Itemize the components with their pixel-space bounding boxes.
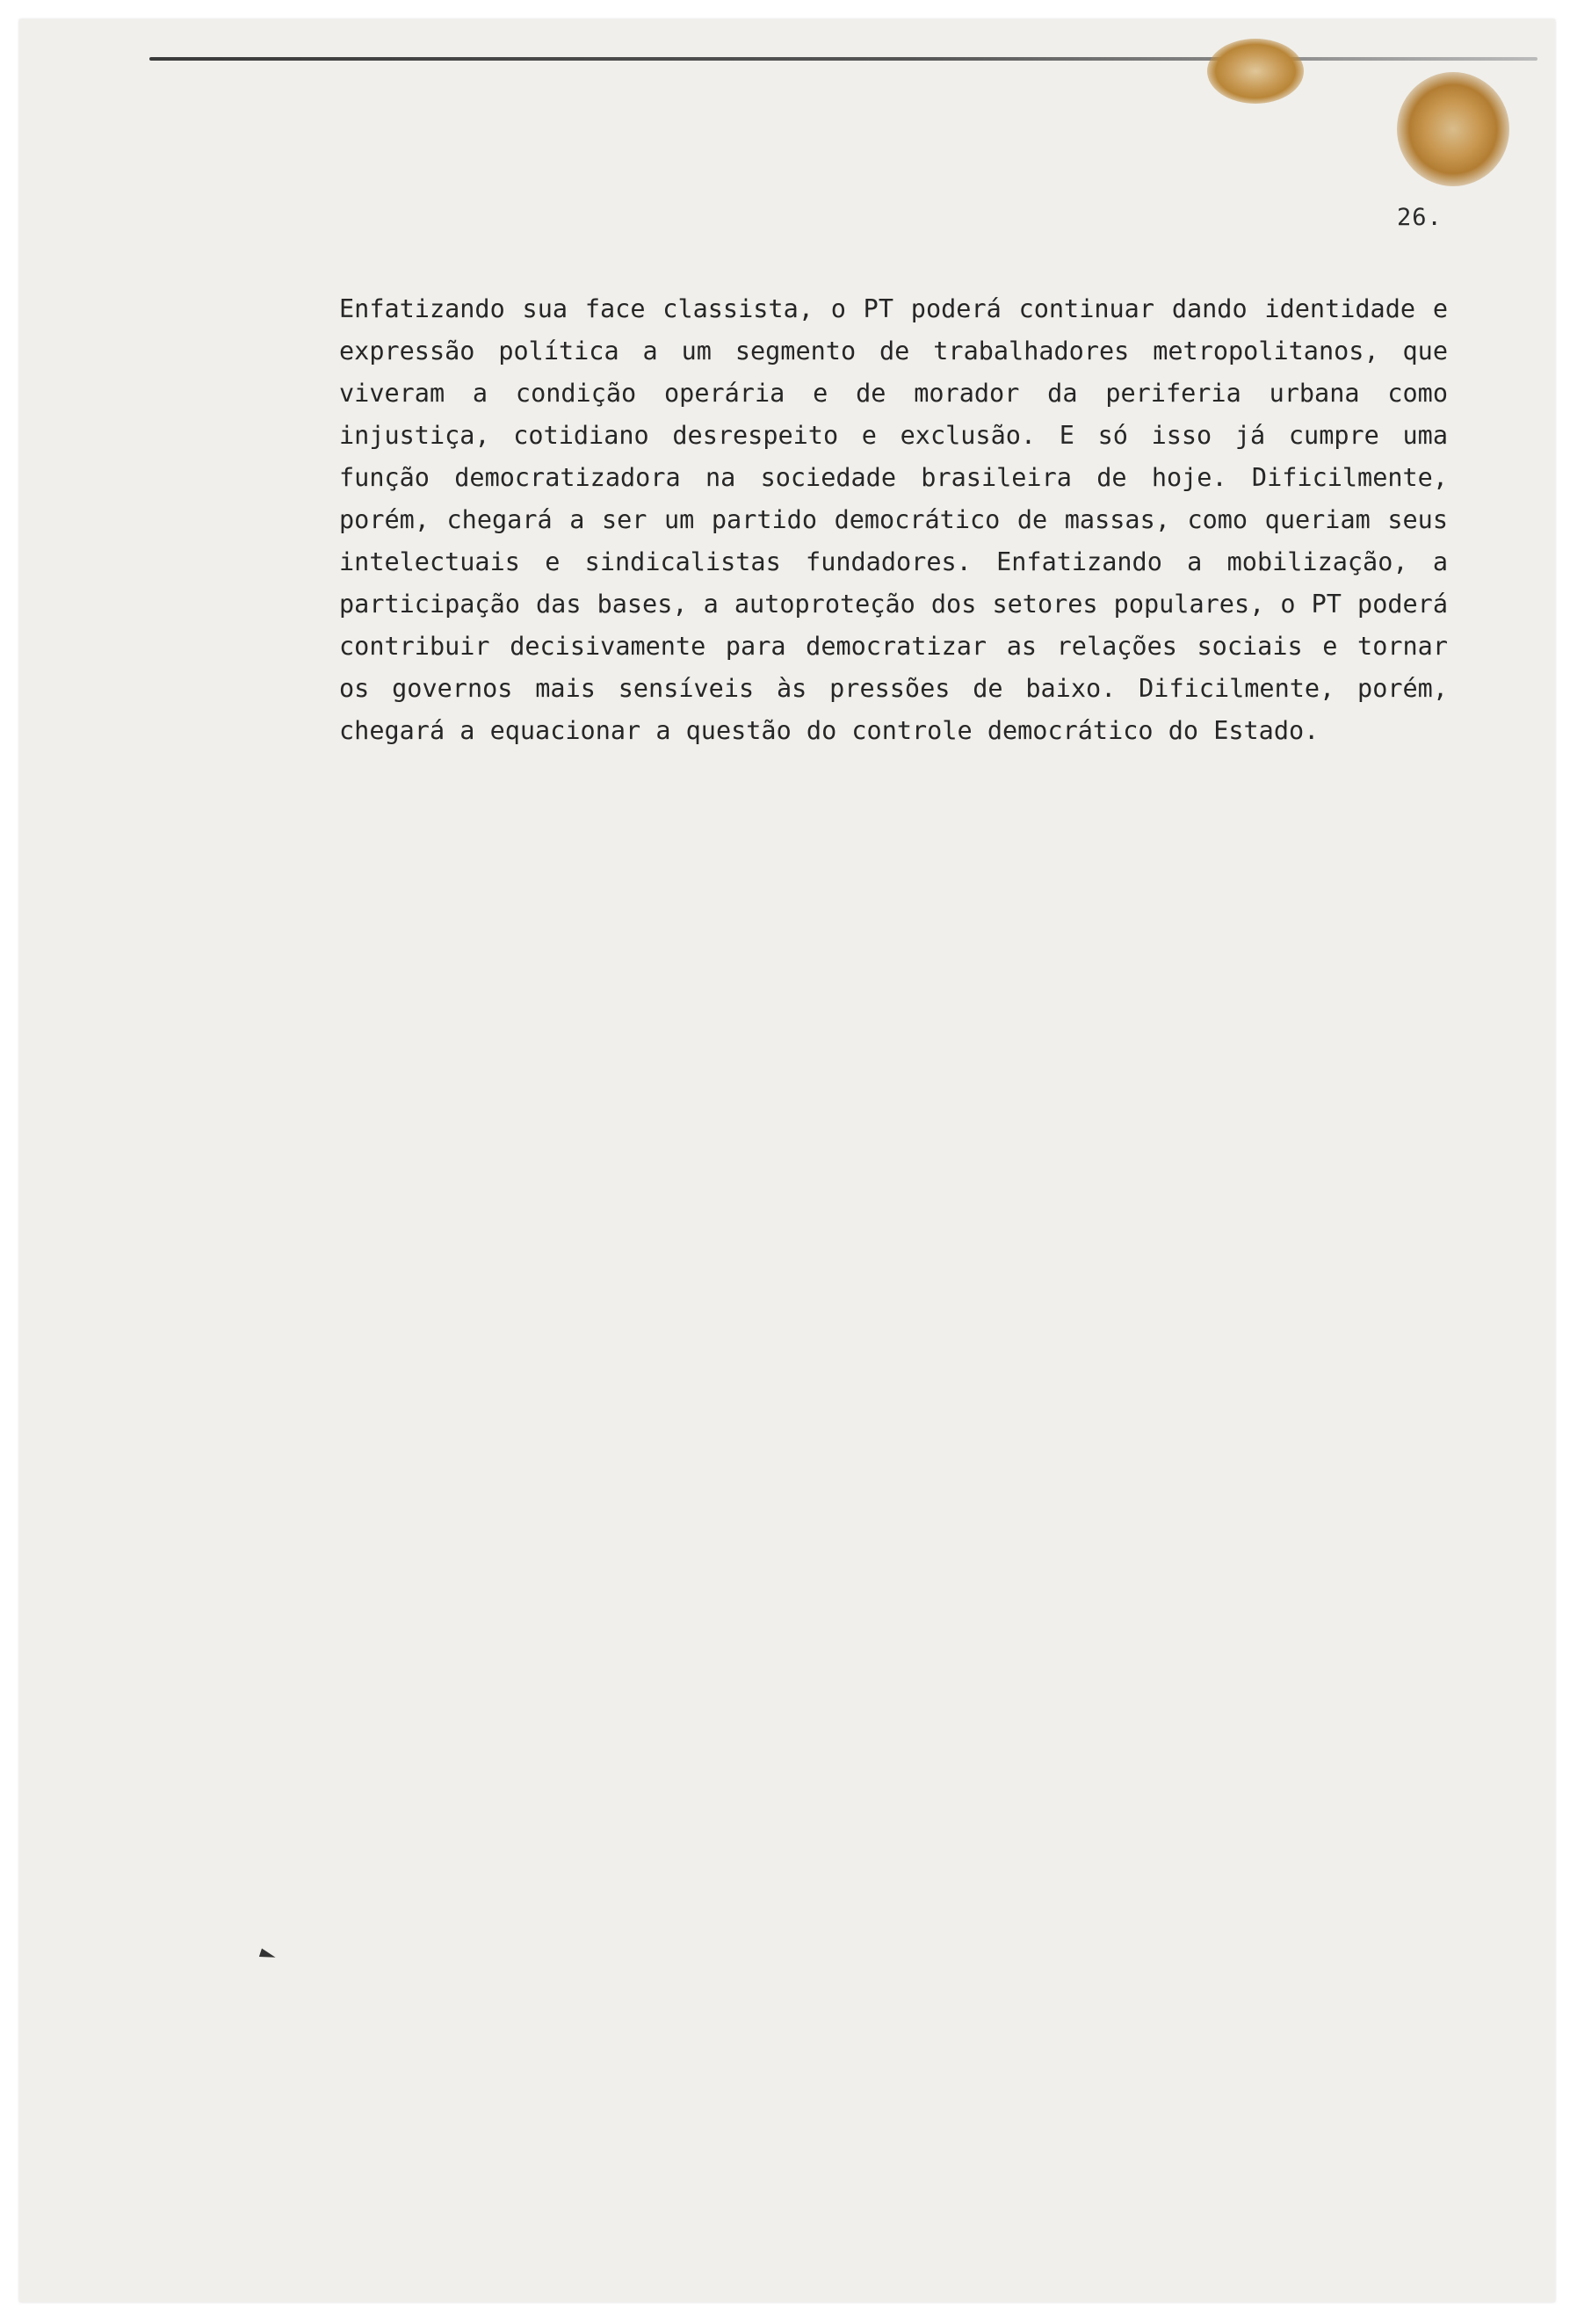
top-rule <box>149 57 1537 61</box>
body-paragraph: Enfatizando sua face classista, o PT poderá continuar dando identidade e expressão política a um segmento de trabalhadores metropolitanos, que viveram a condição operária e de morador da periferia urbana como injustiça, cotidiano desrespeito e exclusão. E só isso já cumpre uma função democratizadora na sociedade brasileira de hoje. Dificilmente, porém, chegará a ser um partido democrático de massas, como queriam seus intelectuais e sindicalistas fundadores. Enfatizando a mobilização, a participação das bases, a autoproteção dos setores populares, o PT poderá contribuir decisivamente para democratizar as relações sociais e tornar os governos mais sensíveis às pressões de baixo. Dificilmente, porém, chegará a equacionar a questão do controle democrático do Estado. <box>339 294 1448 745</box>
pen-mark <box>259 1948 277 1961</box>
page-number: 26. <box>1397 204 1443 231</box>
rust-stain <box>1207 39 1304 104</box>
rust-stain <box>1397 72 1509 186</box>
